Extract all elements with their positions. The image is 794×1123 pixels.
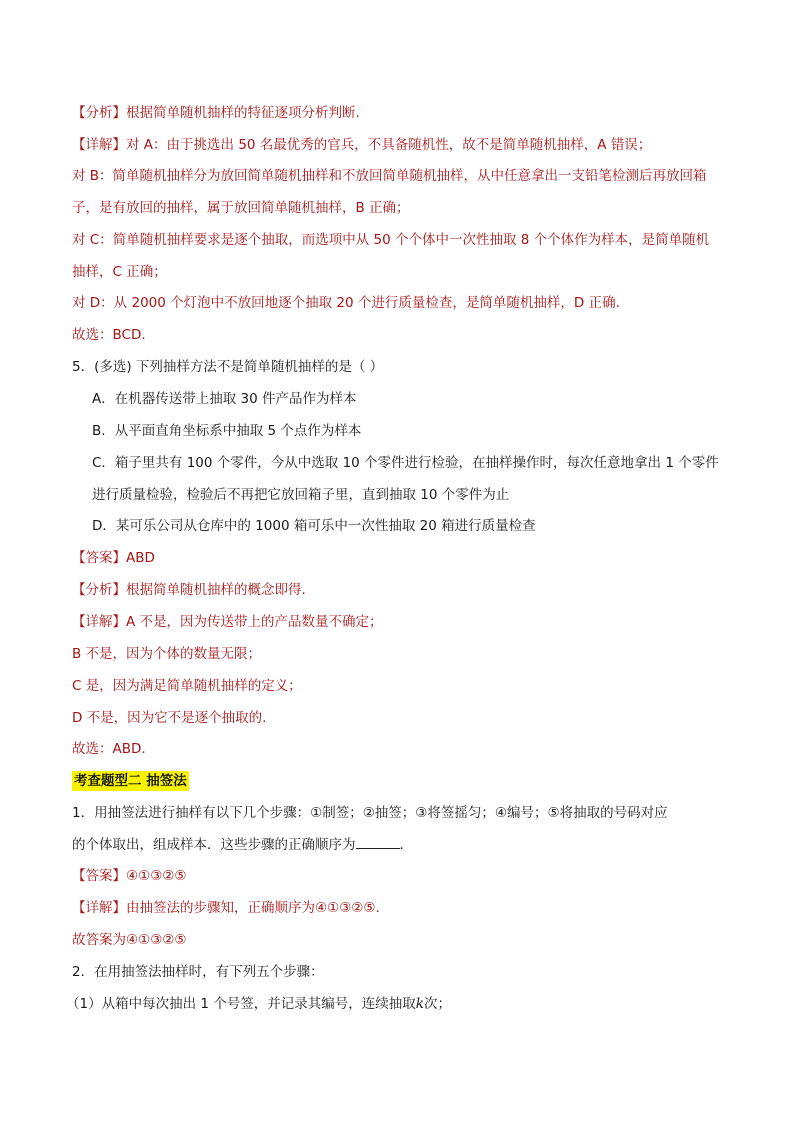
q5-option-c1: C．箱子里共有 100 个零件，今从中选取 10 个零件进行检验，在抽样操作时，每次任意地拿出 1 个零件 <box>92 455 719 471</box>
answer-tag: 【答案】 <box>72 868 126 884</box>
analysis-tag: 【分析】 <box>72 105 126 121</box>
detail-tag: 【详解】 <box>72 137 126 153</box>
detail-line-c2: 抽样，C 正确； <box>72 264 167 280</box>
detail-tag: 【详解】 <box>72 900 126 916</box>
q5-stem: 5．(多选) 下列抽样方法不是简单随机抽样的是（ ） <box>72 359 384 375</box>
detail-line-c1: 对 C：简单随机抽样要求是逐个抽取，而选项中从 50 个个体中一次性抽取 8 个个体作为样本，是简单随机 <box>72 232 710 248</box>
detail-line-a <box>72 135 734 155</box>
analysis-text: 根据简单随机抽样的特征逐项分析判断. <box>126 105 360 121</box>
variable-k: k <box>415 996 424 1012</box>
q5-detail-d: D 不是，因为它不是逐个抽取的. <box>72 710 267 726</box>
detail-a-text: 对 A：由于挑选出 50 名最优秀的官兵，不具备随机性，故不是简单随机抽样，A 错误； <box>126 137 652 153</box>
q5-detail-b: B 不是，因为个体的数量无限； <box>72 646 262 662</box>
analysis-tag: 【分析】 <box>72 582 126 598</box>
analysis-text: 根据简单随机抽样的概念即得. <box>126 582 306 598</box>
detail-text: 由抽签法的步骤知，正确顺序为④①③②⑤. <box>126 900 380 916</box>
q2-step-1-text: （1）从箱中每次抽出 1 个号签，并记录其编号，连续抽取 <box>66 996 416 1012</box>
q1-stem-2-text: 的个体取出，组成样本．这些步骤的正确顺序为 <box>72 837 356 853</box>
choose-line: 故选：BCD. <box>72 327 146 343</box>
q5-detail-c: C 是，因为满足简单随机抽样的定义； <box>72 678 302 694</box>
q2-step-1-end: 次； <box>423 996 451 1012</box>
section-heading-row <box>72 771 734 791</box>
q1-stem-2-end: ． <box>399 837 413 853</box>
detail-line-d: 对 D：从 2000 个灯泡中不放回地逐个抽取 20 个进行质量检查，是简单随机抽样，D 正确. <box>72 295 620 311</box>
q5-detail-a <box>72 612 734 632</box>
detail-tag: 【详解】 <box>72 614 126 630</box>
q1-answer-line <box>72 866 734 886</box>
detail-a-text: A 不是，因为传送带上的产品数量不确定； <box>126 614 383 630</box>
q5-choose: 故选：ABD. <box>72 741 146 757</box>
q5-option-c2: 进行质量检验，检验后不再把它放回箱子里，直到抽取 10 个零件为止 <box>92 487 510 503</box>
q5-analysis-line <box>72 580 734 600</box>
q1-detail-line <box>72 898 734 918</box>
answer-tag: 【答案】 <box>72 550 126 566</box>
answer-blank <box>356 836 400 849</box>
section-heading: 考查题型二 抽签法 <box>74 773 187 789</box>
q1-stem-2 <box>72 835 734 855</box>
q5-option-b: B．从平面直角坐标系中抽取 5 个点作为样本 <box>92 423 362 439</box>
answer-value: ④①③②⑤ <box>126 868 187 884</box>
detail-line-b2: 子，是有放回的抽样，属于放回简单随机抽样，B 正确； <box>72 200 410 216</box>
q5-option-a: A．在机器传送带上抽取 30 件产品作为样本 <box>92 391 357 407</box>
q1-stem-1: 1．用抽签法进行抽样有以下几个步骤：①制签；②抽签；③将签摇匀；④编号；⑤将抽取的号码对应 <box>72 805 668 821</box>
q1-final: 故答案为④①③②⑤ <box>72 932 187 948</box>
q2-stem: 2．在用抽签法抽样时，有下列五个步骤： <box>72 964 324 980</box>
q2-step-1 <box>66 994 734 1014</box>
q5-answer-line <box>72 548 734 568</box>
q5-option-d: D．某可乐公司从仓库中的 1000 箱可乐中一次性抽取 20 箱进行质量检查 <box>92 518 536 534</box>
analysis-line <box>72 103 734 123</box>
answer-value: ABD <box>126 550 155 566</box>
detail-line-b1: 对 B：简单随机抽样分为放回简单随机抽样和不放回简单随机抽样，从中任意拿出一支铅笔检测后再放回箱 <box>72 168 707 184</box>
